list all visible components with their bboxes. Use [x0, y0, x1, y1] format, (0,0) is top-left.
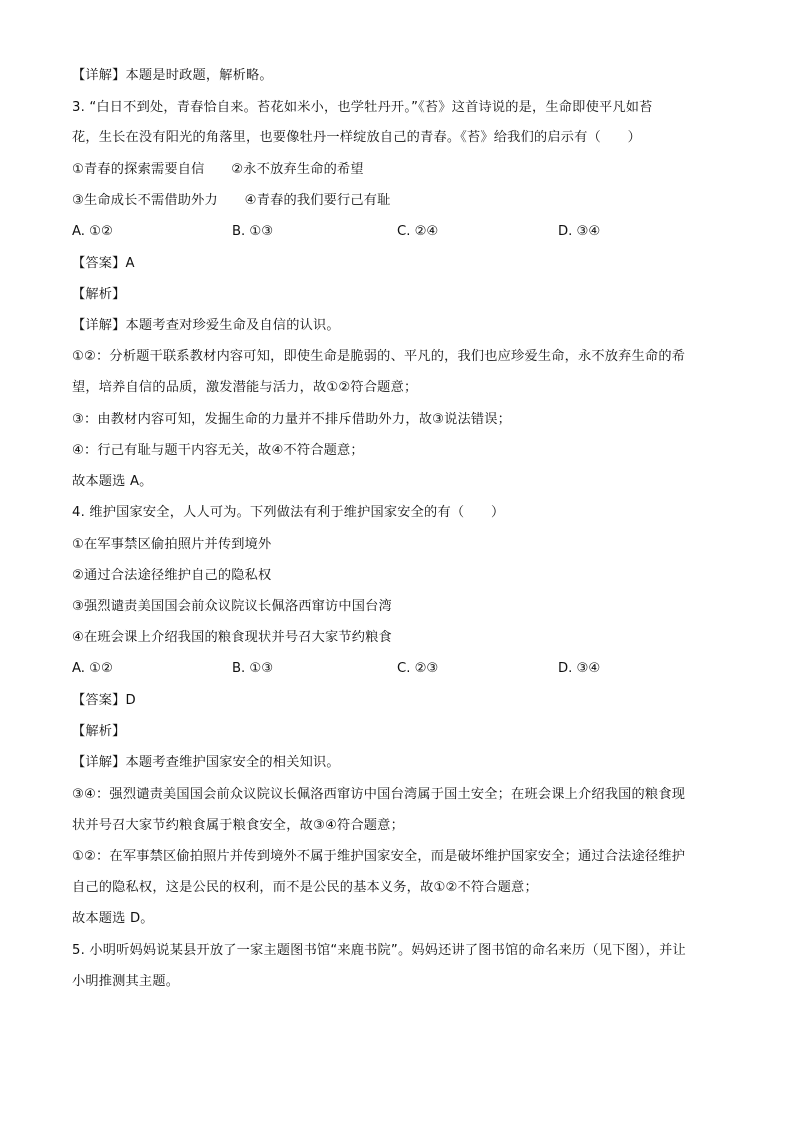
q3-option-b: B. ①③ [232, 224, 274, 239]
q3-option-d: D. ③④ [558, 224, 601, 239]
q4-analysis-heading: 【解析】 [72, 724, 126, 739]
q4-detail: 【详解】本题考查维护国家安全的相关知识。 [72, 755, 340, 770]
q4-stem: 4. 维护国家安全，人人可为。下列做法有利于维护国家安全的有（ ） [72, 505, 505, 520]
q4-option-a: A. ①② [72, 661, 113, 676]
q4-item-2: ②通过合法途径维护自己的隐私权 [72, 568, 272, 583]
q4-item-1: ①在军事禁区偷拍照片并传到境外 [72, 537, 272, 552]
q3-explanation-1-line-1: ①②：分析题干联系教材内容可知，即使生命是脆弱的、平凡的，我们也应珍爱生命，永不放弃生命的希 [72, 349, 686, 364]
detail-line: 【详解】本题是时政题，解析略。 [72, 68, 273, 83]
q3-items-line-1: ①青春的探索需要自信 ②永不放弃生命的希望 [72, 162, 364, 177]
q3-option-a: A. ①② [72, 224, 113, 239]
q3-explanation-1-line-2: 望，培养自信的品质，激发潜能与活力，故①②符合题意； [72, 380, 418, 395]
q3-explanation-3: ④：行己有耻与题干内容无关，故④不符合题意； [72, 443, 364, 458]
q5-stem-line-2: 小明推测其主题。 [72, 974, 180, 989]
q4-answer: 【答案】D [72, 693, 136, 708]
q5-stem-line-1: 5. 小明听妈妈说某县开放了一家主题图书馆“来鹿书院”。妈妈还讲了图书馆的命名来历（见下图），并让 [72, 943, 686, 958]
q4-explanation-1-line-2: 状并号召大家节约粮食属于粮食安全，故③④符合题意； [72, 818, 404, 833]
q3-analysis-heading: 【解析】 [72, 287, 126, 302]
q4-explanation-1-line-1: ③④：强烈谴责美国国会前众议院议长佩洛西窜访中国台湾属于国土安全；在班会课上介绍我国的粮食现 [72, 787, 686, 802]
q4-option-c: C. ②③ [397, 661, 439, 676]
q4-option-d: D. ③④ [558, 661, 601, 676]
q4-explanation-2-line-1: ①②：在军事禁区偷拍照片并传到境外不属于维护国家安全，而是破坏维护国家安全；通过合法途径维护 [72, 849, 686, 864]
q3-conclusion: 故本题选 A。 [72, 474, 153, 489]
q4-explanation-2-line-2: 自己的隐私权，这是公民的权利，而不是公民的基本义务，故①②不符合题意； [72, 880, 538, 895]
q3-stem-line-1: 3. “白日不到处，青春恰自来。苔花如米小，也学牡丹开。”《苔》这首诗说的是，生命即使平凡如苔 [72, 100, 653, 115]
q3-stem-line-2: 花，生长在没有阳光的角落里，也要像牡丹一样绽放自己的青春。《苔》给我们的启示有（ ） [72, 130, 642, 145]
q3-items-line-2: ③生命成长不需借助外力 ④青春的我们要行己有耻 [72, 193, 391, 208]
q3-answer: 【答案】A [72, 256, 135, 271]
q4-option-b: B. ①③ [232, 661, 274, 676]
q4-conclusion: 故本题选 D。 [72, 911, 154, 926]
q3-option-c: C. ②④ [397, 224, 439, 239]
q4-item-3: ③强烈谴责美国国会前众议院议长佩洛西窜访中国台湾 [72, 599, 392, 614]
q3-explanation-2: ③：由教材内容可知，发掘生命的力量并不排斥借助外力，故③说法错误； [72, 412, 512, 427]
q4-item-4: ④在班会课上介绍我国的粮食现状并号召大家节约粮食 [72, 630, 392, 645]
q3-detail: 【详解】本题考查对珍爱生命及自信的认识。 [72, 318, 340, 333]
